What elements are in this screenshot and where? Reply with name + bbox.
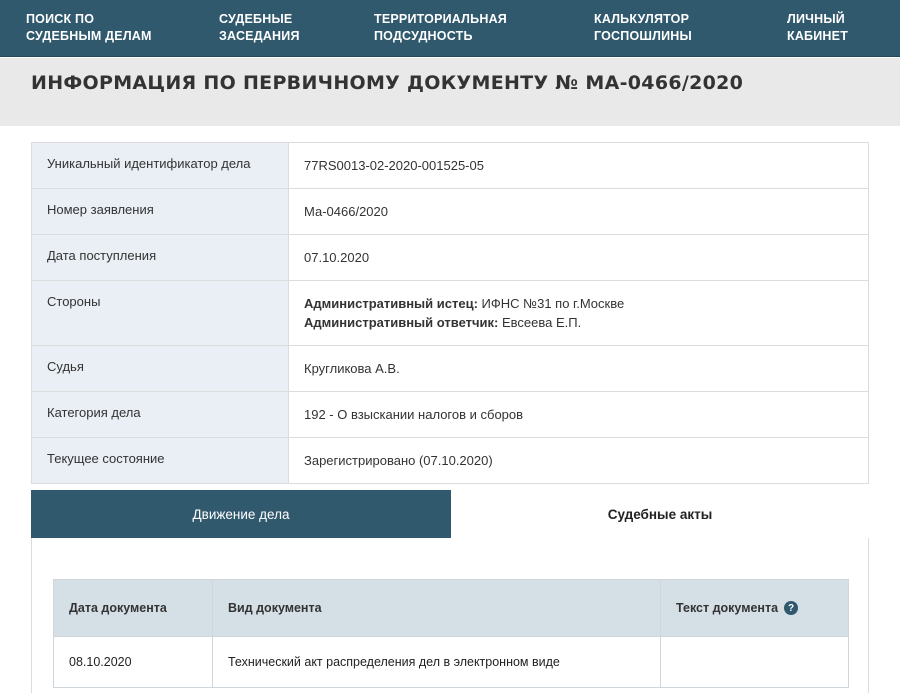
info-row-case-id [32, 143, 868, 188]
nav-item-case-search[interactable] [26, 11, 152, 45]
tab-case-movement[interactable]: Движение дела [31, 490, 451, 538]
nav-item-jurisdiction[interactable] [374, 11, 507, 45]
info-label: Номер заявления [32, 189, 288, 234]
title-band [0, 58, 900, 126]
column-header-text [660, 580, 848, 636]
nav-item-label: СУДЕБНЫЕ [219, 12, 293, 26]
case-info-table [31, 142, 869, 484]
info-value: 77RS0013-02-2020-001525-05 [288, 143, 868, 188]
table-header [54, 580, 848, 637]
nav-item-label: СУДЕБНЫМ ДЕЛАМ [26, 29, 152, 43]
document-type: Технический акт распределения дел в электронном виде [212, 637, 660, 687]
party-defendant [304, 313, 853, 332]
info-row-category [32, 391, 868, 437]
tab-court-acts[interactable]: Судебные акты [451, 490, 869, 538]
top-navigation [0, 0, 900, 57]
help-icon[interactable]: ? [784, 601, 798, 615]
info-row-parties [32, 280, 868, 345]
info-value: Зарегистрировано (07.10.2020) [288, 438, 868, 483]
column-header-date: Дата документа [69, 601, 167, 615]
info-value: Кругликова А.В. [288, 346, 868, 391]
page-title: ИНФОРМАЦИЯ ПО ПЕРВИЧНОМУ ДОКУМЕНТУ № МА-0466/2020 [31, 72, 744, 94]
nav-item-label: ЛИЧНЫЙ [787, 12, 845, 26]
info-value: Ма-0466/2020 [288, 189, 868, 234]
info-label: Стороны [32, 281, 288, 345]
info-label: Категория дела [32, 392, 288, 437]
nav-item-court-sessions[interactable] [219, 11, 300, 45]
nav-item-label: ГОСПОШЛИНЫ [594, 29, 692, 43]
nav-item-label: ЗАСЕДАНИЯ [219, 29, 300, 43]
party-role: Административный истец: [304, 296, 478, 311]
info-label: Судья [32, 346, 288, 391]
info-row-status [32, 437, 868, 483]
info-row-judge [32, 345, 868, 391]
info-label: Текущее состояние [32, 438, 288, 483]
document-date: 08.10.2020 [69, 655, 132, 669]
party-plaintiff [304, 294, 853, 313]
nav-item-fee-calculator[interactable] [594, 11, 692, 45]
column-header-text-label: Текст документа [676, 601, 779, 615]
info-row-application-number [32, 188, 868, 234]
tabs-panel [31, 490, 869, 693]
nav-item-personal-account[interactable] [787, 11, 848, 45]
documents-table [53, 579, 849, 688]
party-name: Евсеева Е.П. [502, 315, 582, 330]
nav-item-label: ПОИСК ПО [26, 12, 95, 26]
party-role: Административный ответчик: [304, 315, 499, 330]
nav-item-label: ТЕРРИТОРИАЛЬНАЯ [374, 12, 507, 26]
info-label: Уникальный идентификатор дела [32, 143, 288, 188]
document-text [660, 637, 848, 687]
table-row [54, 637, 848, 687]
nav-item-label: КАБИНЕТ [787, 29, 849, 43]
party-name: ИФНС №31 по г.Москве [481, 296, 625, 311]
nav-item-label: ПОДСУДНОСТЬ [374, 29, 473, 43]
column-header-type: Вид документа [212, 580, 660, 636]
info-value: 192 - О взыскании налогов и сборов [288, 392, 868, 437]
info-value: 07.10.2020 [288, 235, 868, 280]
parties-value [288, 281, 868, 345]
nav-item-label: КАЛЬКУЛЯТОР [594, 12, 690, 26]
info-row-receipt-date [32, 234, 868, 280]
info-label: Дата поступления [32, 235, 288, 280]
